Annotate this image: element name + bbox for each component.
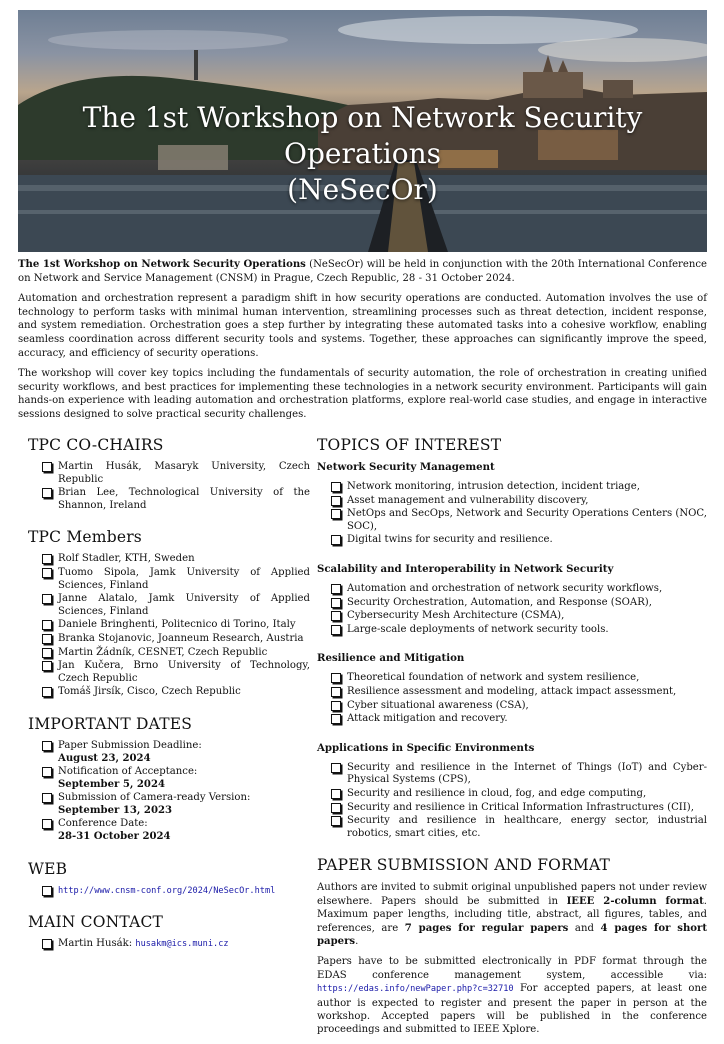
list-item — [42, 938, 310, 951]
checkbox-icon — [331, 584, 341, 594]
main-contact-list — [42, 938, 310, 951]
web-list — [42, 885, 310, 898]
topic-group-list — [331, 481, 707, 547]
date-value: 28-31 October 2024 — [58, 831, 171, 843]
list-item: Security and resilience in healthcare, energy sector, industrial robotics, smart cities, etc. — [331, 815, 707, 840]
intro-paragraph-2: Automation and orchestration represent a paradigm shift in how security operations are conducted. Automation involves the use of technology to perform tasks with minimal human intervention, streamlining processes such as threat detection, incident response, and system remediation. Orchestration goes a step further by integrating these automated tasks into a cohesive workflow, enabling seamless coordination across different security tools and systems. Together, these approaches can significantly improve the speed, accuracy, and efficiency of security operations. — [18, 293, 707, 359]
checkbox-icon — [42, 648, 52, 658]
checkbox-icon — [42, 741, 52, 751]
checkbox-icon — [42, 568, 52, 578]
list-item: Tomáš Jirsík, Cisco, Czech Republic — [42, 686, 310, 699]
date-item: Submission of Camera-ready Version: September 13, 2023 — [42, 792, 310, 817]
list-item: Martin Husák, Masaryk University, Czech Republic — [42, 461, 310, 486]
list-item: Theoretical foundation of network and system resilience, — [331, 672, 707, 685]
topics-heading: TOPICS OF INTEREST — [317, 436, 502, 454]
contact-email-link[interactable]: husakm@ics.muni.cz — [135, 939, 229, 950]
list-item: Janne Alatalo, Jamk University of Applied Sciences, Finland — [42, 593, 310, 618]
submission-paragraph-1: Authors are invited to submit original unpublished papers not under review elsewhere. Papers should be submitted in IEEE 2-column format. Maximum paper lengths, including title, abstract, all figures, tables, and references, are 7 pages for regular papers and 4 pages for short papers. — [317, 882, 708, 947]
checkbox-icon — [331, 673, 341, 683]
list-item: Branka Stojanovic, Joanneum Research, Austria — [42, 633, 310, 646]
intro-paragraph-3: The workshop will cover key topics including the fundamentals of security automation, the role of orchestration in creating unified security workflows, and best practices for implementing these technologies in a network security environment. Participants will gain hands-on experience with leading automation and orchestration platforms, explore real-world case studies, and engage in interactive sessions designed to solve practical security challenges. — [18, 368, 707, 420]
right-column — [317, 436, 707, 1044]
contact-name: Martin Husák: — [58, 938, 136, 950]
topic-group-title: Network Security Management — [317, 461, 495, 473]
checkbox-icon — [331, 625, 341, 635]
date-value: September 13, 2023 — [58, 804, 173, 816]
list-item: Large-scale deployments of network security tools. — [331, 624, 707, 637]
list-item: Rolf Stadler, KTH, Sweden — [42, 553, 310, 566]
page-title — [18, 100, 707, 208]
checkbox-icon — [331, 789, 341, 799]
tpc-members-heading: TPC Members — [28, 528, 142, 547]
list-item: Security and resilience in Critical Information Infrastructures (CII), — [331, 802, 707, 815]
checkbox-icon — [331, 535, 341, 545]
checkbox-icon — [331, 714, 341, 724]
date-item: Paper Submission Deadline: August 23, 2024 — [42, 740, 310, 765]
left-column — [28, 436, 310, 967]
list-item: NetOps and SecOps, Network and Security Operations Centers (NOC, SOC), — [331, 508, 707, 533]
list-item: Tuomo Sipola, Jamk University of Applied Sciences, Finland — [42, 567, 310, 592]
edas-submission-link[interactable]: https://edas.info/newPaper.php?c=32710 — [317, 984, 514, 995]
checkbox-icon — [42, 819, 52, 829]
submission-heading: PAPER SUBMISSION AND FORMAT — [317, 856, 611, 875]
list-item: Resilience assessment and modeling, attack impact assessment, — [331, 686, 707, 699]
checkbox-icon — [331, 482, 341, 492]
list-item: Security and resilience in cloud, fog, and edge computing, — [331, 788, 707, 801]
checkbox-icon — [42, 634, 52, 644]
date-value: September 5, 2024 — [58, 778, 165, 790]
list-item: Attack mitigation and recovery. — [331, 713, 707, 726]
checkbox-icon — [331, 803, 341, 813]
workshop-name: The 1st Workshop on Network Security Operations — [18, 259, 306, 270]
list-item: Daniele Bringhenti, Politecnico di Torino, Italy — [42, 619, 310, 632]
list-item: Network monitoring, intrusion detection, incident triage, — [331, 481, 707, 494]
checkbox-icon — [331, 816, 341, 826]
main-contact-heading: MAIN CONTACT — [28, 913, 164, 932]
topic-group-title: Applications in Specific Environments — [317, 741, 535, 754]
list-item — [42, 885, 310, 898]
list-item: Security and resilience in the Internet of Things (IoT) and Cyber-Physical Systems (CPS), — [331, 762, 707, 787]
checkbox-icon — [42, 620, 52, 630]
topic-group-list — [331, 672, 707, 725]
topic-group-list — [331, 762, 707, 841]
list-item: Martin Žádník, CESNET, Czech Republic — [42, 647, 310, 660]
list-item: Jan Kučera, Brno University of Technology, Czech Republic — [42, 660, 310, 685]
tpc-cochairs-heading: TPC CO-CHAIRS — [28, 436, 164, 454]
intro-paragraph-1 — [18, 258, 707, 285]
list-item: Automation and orchestration of network security workflows, — [331, 583, 707, 596]
intro-section — [18, 258, 707, 429]
checkbox-icon — [42, 554, 52, 564]
checkbox-icon — [331, 509, 341, 519]
checkbox-icon — [42, 488, 52, 498]
checkbox-icon — [42, 661, 52, 671]
important-dates-heading: IMPORTANT DATES — [28, 714, 193, 733]
checkbox-icon — [42, 462, 52, 472]
date-value: August 23, 2024 — [58, 752, 151, 764]
checkbox-icon — [42, 594, 52, 604]
title-line-2: (NeSecOr) — [287, 173, 438, 206]
checkbox-icon — [331, 598, 341, 608]
topic-group-list — [331, 583, 707, 636]
web-heading: WEB — [28, 859, 68, 878]
checkbox-icon — [331, 701, 341, 711]
checkbox-icon — [331, 611, 341, 621]
list-item: Digital twins for security and resilience. — [331, 534, 707, 547]
list-item: Brian Lee, Technological University of the Shannon, Ireland — [42, 487, 310, 512]
tpc-cochairs-list — [42, 461, 310, 512]
topic-group-title: Scalability and Interoperability in Network Security — [317, 562, 614, 575]
topic-group-title: Resilience and Mitigation — [317, 652, 465, 665]
intro-paragraph-1-text: (NeSecOr) will be held in conjunction with the 20th International Conference on Network and Service Management (CNSM) in Prague, Czech Republic, 28 - 31 October 2024. — [18, 259, 707, 284]
checkbox-icon — [331, 496, 341, 506]
checkbox-icon — [42, 767, 52, 777]
list-item: Cybersecurity Mesh Architecture (CSMA), — [331, 610, 707, 623]
checkbox-icon — [331, 687, 341, 697]
important-dates-list — [42, 740, 310, 844]
title-line-1: The 1st Workshop on Network Security Operations — [82, 101, 643, 170]
list-item: Asset management and vulnerability discovery, — [331, 495, 707, 508]
hero-image — [18, 10, 707, 252]
checkbox-icon — [42, 793, 52, 803]
date-item: Notification of Acceptance: September 5, 2024 — [42, 766, 310, 791]
tpc-members-list — [42, 553, 310, 699]
submission-paragraph-2: Papers have to be submitted electronically in PDF format through the EDAS conference management system, accessible via: https://edas.info/newPaper.php?c=32710 For accepted papers, at least one author is expected to register and present the paper in person at the workshop. Accepted papers will be published in the conference proceedings and submitted to IEEE Xplore. — [317, 956, 707, 1036]
checkbox-icon — [42, 939, 52, 949]
list-item: Security Orchestration, Automation, and Response (SOAR), — [331, 597, 707, 610]
list-item: Cyber situational awareness (CSA), — [331, 700, 707, 713]
checkbox-icon — [42, 886, 52, 896]
checkbox-icon — [331, 763, 341, 773]
date-item: Conference Date: 28-31 October 2024 — [42, 818, 310, 843]
checkbox-icon — [42, 687, 52, 697]
workshop-website-link[interactable]: http://www.cnsm-conf.org/2024/NeSecOr.html — [58, 885, 276, 896]
